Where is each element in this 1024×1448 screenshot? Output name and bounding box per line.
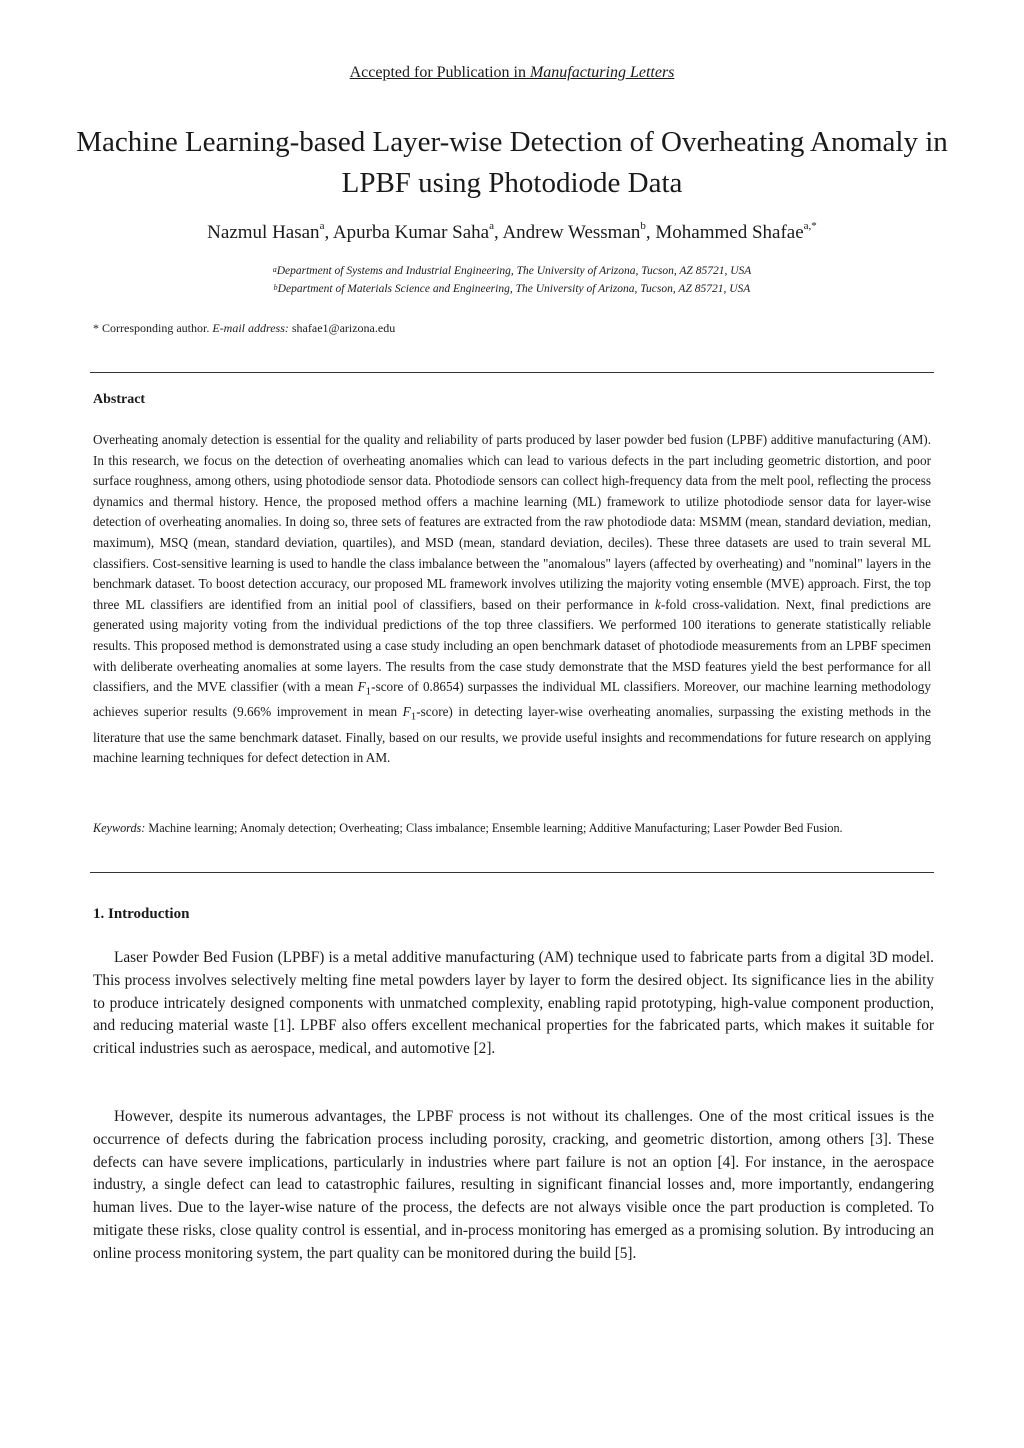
abstract-heading: Abstract xyxy=(93,392,146,407)
keywords: Keywords: Machine learning; Anomaly detection; Overheating; Class imbalance; Ensemble learning; Additive Manufacturing; Laser Powder Bed Fusion. xyxy=(93,821,843,835)
abstract-text: Overheating anomaly detection is essential for the quality and reliability of parts produced by laser powder bed fusion (LPBF) additive manufacturing (AM). In this research, we focus on the detection of overheating anomalies which can lead to various defects in the part including geometric distortion, and poor surface roughness, among others, using photodiode sensor data. Photodiode sensors can collect high-frequency data from the melt pool, reflecting the process dynamics and thermal history. Hence, the proposed method offers a machine learning (ML) framework to utilize photodiode sensor data for layer-wise detection of overheating anomalies. In doing so, three sets of features are extracted from the raw photodiode data: MSMM (mean, standard deviation, median, maximum), MSQ (mean, standard deviation, quartiles), and MSD (mean, standard deviation, deciles). These three datasets are used to train several ML classifiers. Cost-sensitive learning is used to handle the class imbalance between the "anomalous" layers (affected by overheating) and "nominal" layers in the benchmark dataset. To boost detection accuracy, our proposed ML framework involves utilizing the majority voting ensemble (MVE) approach. First, the top three ML classifiers are identified from an initial pool of classifiers, based on their performance in k-fold cross-validation. Next, final predictions are generated using majority voting from the individual predictions of the top three classifiers. We performed 100 iterations to generate statistically reliable results. This proposed method is demonstrated using a case study including an open benchmark dataset of photodiode measurements from an LPBF specimen with deliberate overheating anomalies at some layers. The results from the case study demonstrate that the MSD features yield the best performance for all classifiers, and the MVE classifier (with a mean $F_1$-score of 0.8654) surpasses the individual ML classifiers. Moreover, our machine learning methodology achieves superior results (9.66% improvement in mean $F_1-score$) in detecting layer-wise overheating anomalies, surpassing the existing methods in the literature that use the same benchmark dataset. Finally, based on our results, we provide useful insights and recommendations for future research on applying machine learning techniques for defect detection in AM. xyxy=(93,432,931,766)
paper-title: Machine Learning-based Layer-wise Detection of Overheating Anomaly in LPBF using Photodiode Data xyxy=(76,126,948,199)
divider xyxy=(90,872,934,873)
paragraph: However, despite its numerous advantages, the LPBF process is not without its challenges. One of the most critical issues is the occurrence of defects during the fabrication process including porosity, cracking, and geometric distortion, among others [3]. These defects can have severe implications, particularly in industries where part failure is not an option [4]. For instance, in the aerospace industry, a single defect can lead to catastrophic failures, resulting in significant financial losses and, more importantly, endangering human lives. Due to the layer-wise nature of the process, the defects are not always visible once the part production is completed. To mitigate these risks, close quality control is essential, and in-process monitoring has emerged as a promising solution. By introducing an online process monitoring system, the part quality can be monitored during the build [5]. xyxy=(93,1108,934,1262)
author-list: Nazmul Hasan$^a$, Apurba Kumar Saha$^a$, Andrew Wessman$^b$, Mohammed Shafae$^{a,*}$ xyxy=(207,220,817,243)
email-link[interactable]: shafae1@arizona.edu xyxy=(291,321,396,335)
author-name: Andrew Wessman xyxy=(502,222,641,243)
journal-name: Manufacturing Letters xyxy=(529,64,675,81)
divider xyxy=(90,372,934,373)
publication-note: Accepted for Publication in Manufacturing Letters xyxy=(349,64,675,81)
section-heading: 1. Introduction xyxy=(93,906,190,922)
corresponding-author: * Corresponding author. E-mail address: shafae1@arizona.edu xyxy=(93,321,396,335)
paragraph: Laser Powder Bed Fusion (LPBF) is a metal additive manufacturing (AM) technique used to fabricate parts from a digital 3D model. This process involves selectively melting fine metal powders layer by layer to form the desired object. Its significance lies in the ability to produce intricately designed components with unmatched complexity, enabling rapid prototyping, high-value component production, and reducing material waste [1]. LPBF also offers excellent mechanical properties for the fabricated parts, which makes it suitable for critical industries such as aerospace, medical, and automotive [2]. xyxy=(93,949,934,1058)
author-name: Mohammed Shafae xyxy=(655,222,804,243)
affiliation: $^b$Department of Materials Science and Engineering, The University of Arizona, Tucson, AZ 85721, USA xyxy=(273,283,751,295)
author-name: Nazmul Hasan xyxy=(207,222,320,243)
affiliation: $^a$Department of Systems and Industrial Engineering, The University of Arizona, Tucson, AZ 85721, USA xyxy=(272,265,752,277)
author-name: Apurba Kumar Saha xyxy=(332,222,490,243)
